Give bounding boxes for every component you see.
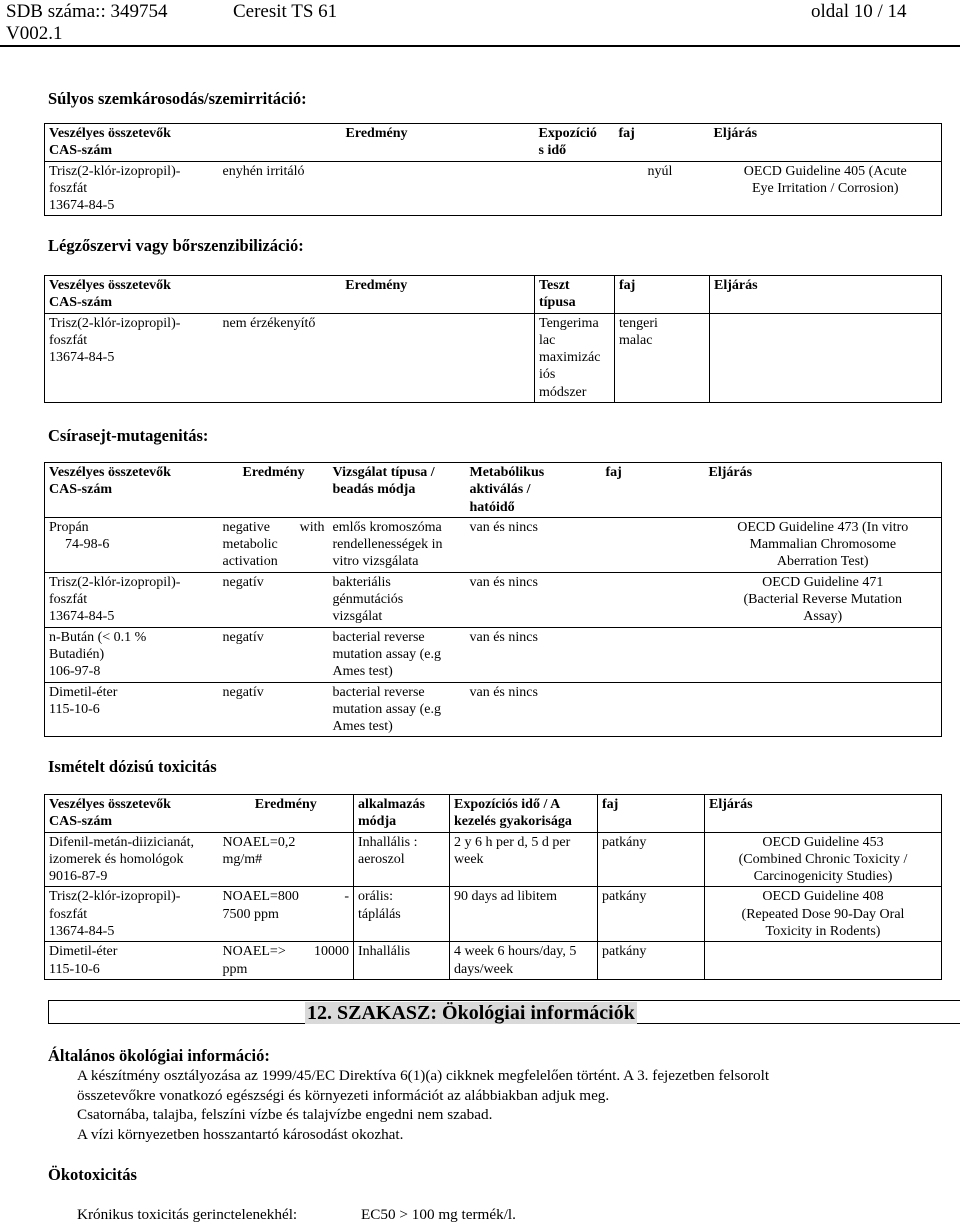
table-row: Dimetil-éter 115-10-6 NOAEL=> 10000 ppm Inhallális 4 week 6 hours/day, 5 days/week patkány [45, 942, 942, 980]
ecotox-title: Ökotoxicitás [48, 1165, 137, 1184]
mutagenicity-title: Csírasejt-mutagenitás: [48, 426, 209, 445]
section-12-heading: 12. SZAKASZ: Ökológiai információk [307, 1002, 635, 1024]
chronic-toxicity-label: Krónikus toxicitás gerinctelenekhél: [77, 1206, 298, 1223]
header-rule [0, 45, 960, 47]
table-header-row: Veszélyes összetevők CAS-szám Eredmény alkalmazás módja Expozíciós idő / A kezelés gyakorisága faj Eljárás [45, 795, 942, 833]
page-number: oldal 10 / 14 [811, 1, 907, 22]
table-row: Difenil-metán-diizicianát, izomerek és homológok 9016-87-9 NOAEL=0,2 mg/m# Inhallális : aeroszol 2 y 6 h per d, 5 d per week patkány OECD Guideline 453 (Combined Chronic Toxicity / Carcinogenicity Studies) [45, 832, 942, 887]
mutagenicity-table [44, 462, 942, 737]
table-row: Trisz(2-klór-izopropil)- foszfát 13674-84-5 nem érzékenyítő Tengerima lac maximizác iós módszer tengeri malac [45, 313, 942, 402]
table-row: Trisz(2-klór-izopropil)- foszfát 13674-84-5 enyhén irritáló nyúl OECD Guideline 405 (Acute Eye Irritation / Corrosion) [45, 161, 942, 216]
product-name: Ceresit TS 61 [233, 1, 338, 22]
section-12-heading-box [48, 1000, 960, 1024]
table-row: Dimetil-éter 115-10-6 negatív bacterial reverse mutation assay (e.g Ames test) van és nincs [45, 682, 942, 737]
table-header-row: Veszélyes összetevők CAS-szám Eredmény Teszt típusa faj Eljárás [45, 276, 942, 314]
paragraph-line: összetevőkre vonatkozó egészségi és környezeti információt az alábbiakban adjuk meg. [77, 1086, 610, 1104]
general-eco-title: Általános ökológiai információ: [48, 1046, 270, 1065]
sensitisation-title: Légzőszervi vagy bőrszenzibilizáció: [48, 236, 304, 255]
eye-irritation-title: Súlyos szemkárosodás/szemirritáció: [48, 89, 307, 108]
table-header-row: Veszélyes összetevők CAS-szám Eredmény Expozíció s idő faj Eljárás [45, 124, 942, 162]
paragraph-line: A vízi környezetben hosszantartó károsodást okozhat. [77, 1126, 404, 1144]
repeated-dose-table [44, 794, 942, 980]
table-header-row: Veszélyes összetevők CAS-szám Eredmény Vizsgálat típusa / beadás módja Metabólikus aktiválás / hatóidő faj Eljárás [45, 463, 942, 518]
table-row: Trisz(2-klór-izopropil)- foszfát 13674-84-5 negatív bakteriális génmutációs vizsgálat van és nincs OECD Guideline 471 (Bacterial Reverse Mutation Assay) [45, 572, 942, 627]
version: V002.1 [6, 23, 63, 44]
paragraph-line: Csatornába, talajba, felszíni vízbe és talajvízbe engedni nem szabad. [77, 1106, 493, 1124]
chronic-toxicity-value: EC50 > 100 mg termék/l. [361, 1206, 516, 1223]
table-row: n-Bután (< 0.1 % Butadién) 106-97-8 negatív bacterial reverse mutation assay (e.g Ames test) van és nincs [45, 627, 942, 682]
repeated-dose-title: Ismételt dózisú toxicitás [48, 757, 217, 776]
general-eco-text [77, 1066, 769, 1145]
sensitisation-table [44, 275, 942, 403]
table-row: Trisz(2-klór-izopropil)- foszfát 13674-84-5 NOAEL=800 - 7500 ppm orális: táplálás 90 days ad libitem patkány OECD Guideline 408 (Repeated Dose 90-Day Oral Toxicity in Rodents) [45, 887, 942, 942]
paragraph-line: A készítmény osztályozása az 1999/45/EC Direktíva 6(1)(a) cikknek megfelelően történt. A 3. fejezetben felsorolt [77, 1067, 770, 1084]
table-row: Propán 74-98-6 negative with metabolic activation emlős kromoszóma rendellenességek in vitro vizsgálata van és nincs OECD Guideline 473 (In vitro Mammalian Chromosome Aberration Test) [45, 517, 942, 572]
eye-irritation-table [44, 123, 942, 216]
sds-number: SDB száma:: 349754 [6, 1, 168, 22]
